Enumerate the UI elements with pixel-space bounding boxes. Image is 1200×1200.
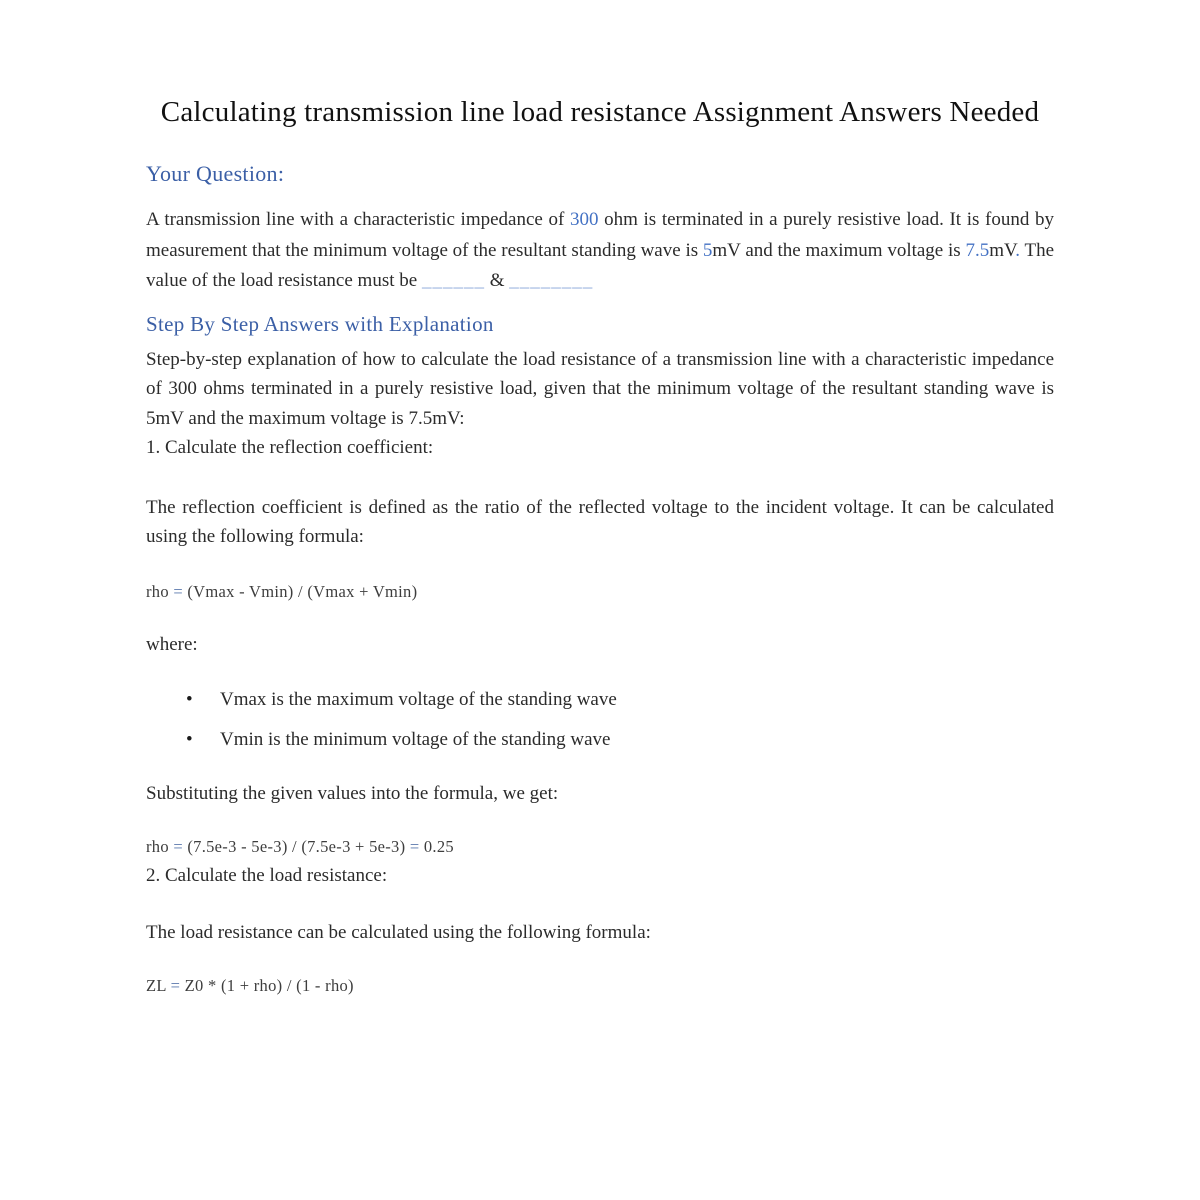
formula-load-resistance bbox=[146, 974, 1054, 998]
reflection-definition: The reflection coefficient is defined as the ratio of the reflected voltage to the incident voltage. It can be calculated using the following formula: bbox=[146, 496, 1054, 547]
formula-rhs: Z0 * (1 + rho) / (1 - rho) bbox=[180, 975, 354, 995]
equals-sign: = bbox=[173, 836, 183, 856]
step-2-label: 2. Calculate the load resistance: bbox=[146, 864, 388, 886]
variable-definition-list bbox=[146, 685, 1054, 755]
bullet-vmax-definition: • Vmax is the maximum voltage of the standing wave bbox=[146, 685, 1054, 715]
question-text-mid2: mV and the maximum voltage is bbox=[712, 239, 966, 261]
page-title: Calculating transmission line load resistance Assignment Answers Needed bbox=[160, 96, 1040, 128]
formula-rhs: (Vmax - Vmin) / (Vmax + Vmin) bbox=[182, 581, 418, 601]
formula-lhs: rho bbox=[146, 836, 174, 856]
formula-mid: (7.5e-3 - 5e-3) / (7.5e-3 + 5e-3) bbox=[182, 836, 410, 856]
question-text-tail: The value of the load resistance must be bbox=[146, 239, 1054, 291]
formula-result: 0.25 bbox=[419, 836, 454, 856]
question-text-lead: A transmission line with a characteristic impedance of bbox=[146, 209, 570, 230]
formula-lhs: ZL bbox=[146, 975, 171, 995]
load-resistance-definition: The load resistance can be calculated using the following formula: bbox=[146, 922, 651, 943]
min-voltage-value: 5 bbox=[702, 239, 713, 261]
answer-heading: Step By Step Answers with Explanation bbox=[146, 311, 494, 336]
step-1-label: 1. Calculate the reflection coefficient: bbox=[146, 437, 434, 458]
ampersand: & bbox=[484, 270, 510, 291]
equals-sign: = bbox=[409, 836, 420, 856]
max-voltage-value: 7.5 bbox=[965, 239, 990, 261]
where-label: where: bbox=[146, 633, 198, 655]
formula-lhs: rho bbox=[146, 581, 174, 601]
answer-blank-2: ________ bbox=[509, 270, 594, 291]
question-text-unit: mV bbox=[989, 239, 1016, 261]
substitution-note: Substituting the given values into the formula, we get: bbox=[146, 783, 559, 804]
bullet-vmin-definition: • Vmin is the minimum voltage of the standing wave bbox=[146, 725, 1054, 755]
equals-sign: = bbox=[173, 581, 183, 601]
answer-blank-1: ______ bbox=[421, 270, 485, 291]
question-heading: Your Question: bbox=[146, 161, 285, 186]
question-text-mid1: ohm is terminated in a purely resistive load. It is found by measurement that the minimum voltage of the resultant standing wave is bbox=[146, 209, 1054, 261]
formula-reflection-coefficient bbox=[146, 580, 1054, 604]
explanation-intro: Step-by-step explanation of how to calculate the load resistance of a transmission line with a characteristic impedance of 300 ohms terminated in a purely resistive load, given that the minimum voltage of the resultant standing wave is 5mV and the maximum voltage is 7.5mV: bbox=[146, 348, 1054, 429]
impedance-value: 300 bbox=[569, 209, 599, 230]
question-paragraph bbox=[146, 205, 1054, 297]
period-accent: . bbox=[1015, 239, 1021, 261]
formula-rho-substituted bbox=[146, 835, 1054, 859]
equals-sign: = bbox=[170, 975, 181, 995]
